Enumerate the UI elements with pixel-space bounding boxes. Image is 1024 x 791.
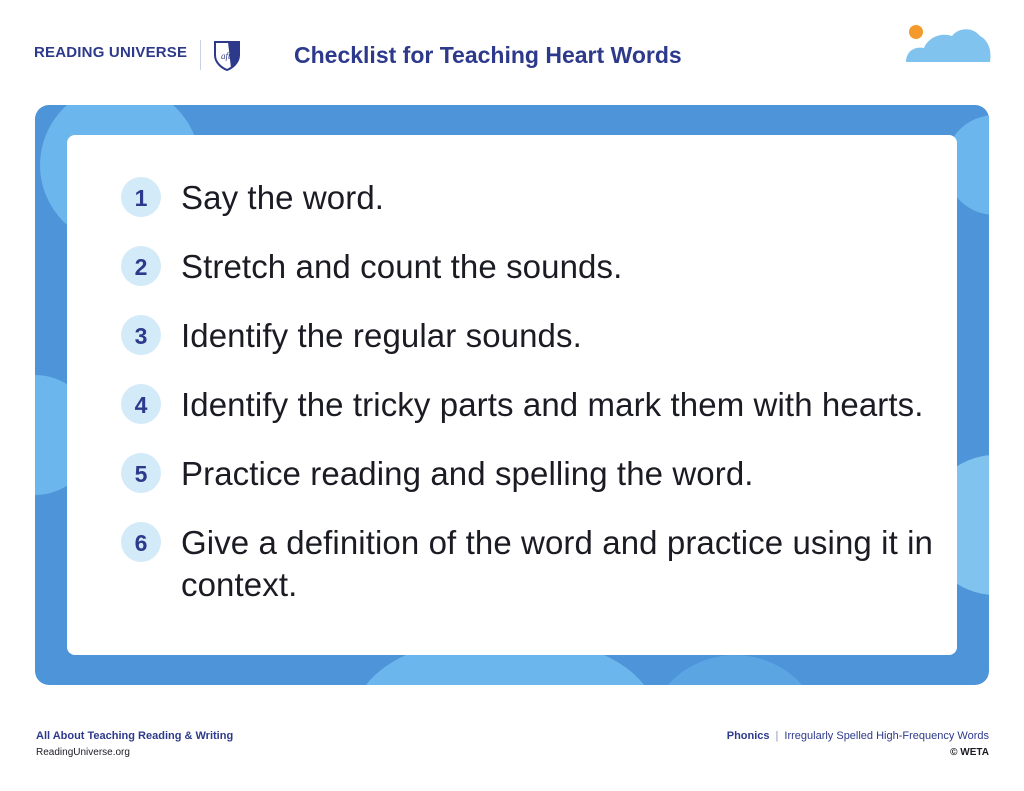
checklist-item (121, 453, 941, 495)
step-number-badge: 1 (121, 177, 161, 217)
copyright: © WETA (950, 747, 989, 758)
checklist-item (121, 315, 941, 357)
website-link[interactable]: ReadingUniverse.org (36, 747, 130, 758)
footer-separator: | (775, 730, 779, 742)
footer-right (727, 730, 989, 758)
series-title: All About Teaching Reading & Writing (36, 730, 234, 742)
topic-line (727, 730, 989, 742)
checklist-item (121, 384, 941, 426)
sun-cloud-icon (900, 18, 992, 66)
checklist-item (121, 522, 941, 606)
page-title: Checklist for Teaching Heart Words (294, 42, 682, 68)
step-number-badge: 4 (121, 384, 161, 424)
step-text: Identify the tricky parts and mark them with hearts. (181, 386, 924, 423)
page-header (0, 0, 1024, 100)
step-text: Give a definition of the word and practice using it in context. (181, 524, 933, 603)
checklist-item (121, 246, 941, 288)
step-text: Say the word. (181, 179, 385, 216)
step-number-badge: 3 (121, 315, 161, 355)
checklist-card (67, 135, 957, 655)
step-number-badge: 5 (121, 453, 161, 493)
checklist-frame (35, 105, 989, 685)
step-text: Identify the regular sounds. (181, 317, 582, 354)
aft-seal-text: aft (221, 51, 231, 61)
step-text: Stretch and count the sounds. (181, 248, 623, 285)
step-number-badge: 2 (121, 246, 161, 286)
logo-divider (200, 40, 201, 70)
step-text: Practice reading and spelling the word. (181, 455, 754, 492)
reading-universe-logo: READING UNIVERSE (34, 44, 188, 61)
footer-left (36, 730, 233, 758)
topic-label: Irregularly Spelled High-Frequency Words (784, 730, 989, 742)
aft-shield-icon (212, 39, 242, 71)
checklist-item (121, 177, 941, 219)
checklist (121, 177, 941, 633)
step-number-badge: 6 (121, 522, 161, 562)
category-label: Phonics (726, 730, 770, 742)
